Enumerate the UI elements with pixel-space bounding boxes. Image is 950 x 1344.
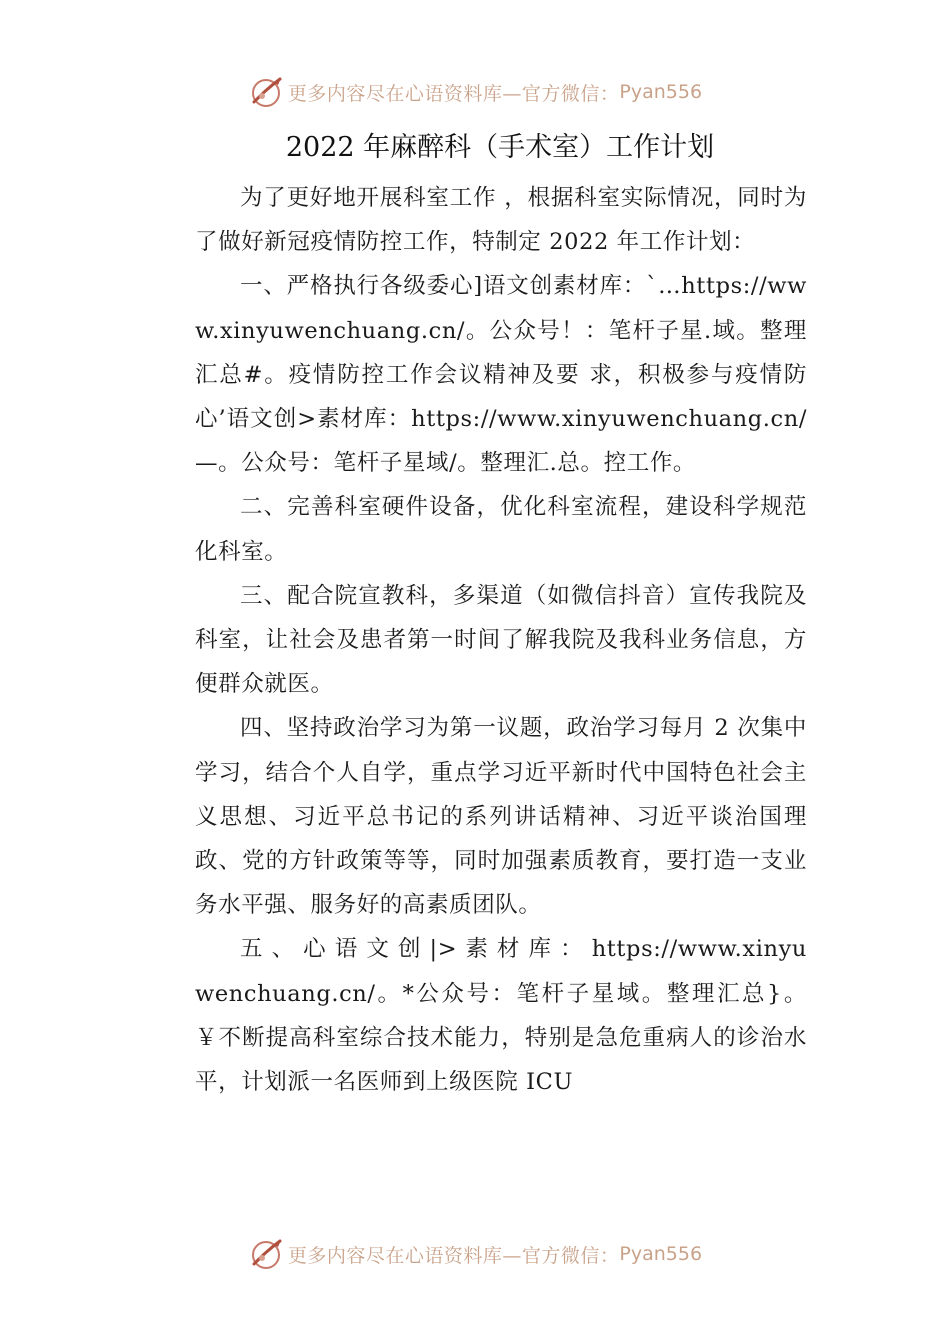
paragraph-item-4: 四、坚持政治学习为第一议题，政治学习每月 2 次集中学习，结合个人自学，重点学习近平新时代中国特色社会主义思想、习近平总书记的系列讲话精神、习近平谈治国理政、党的方针政策等等，同时加强素质教育，要打造一支业务水平强、服务好的高素质团队。 bbox=[195, 715, 807, 919]
paragraph-intro: 为了更好地开展科室工作 ，根据科室实际情况，同时为了做好新冠疫情防控工作，特制定 2022 年工作计划： bbox=[195, 185, 807, 256]
brand-logo-icon bbox=[248, 74, 284, 110]
promo-text: 更多内容尽在心语资料库—官方微信： bbox=[287, 82, 620, 105]
paragraph-item-2: 二、完善科室硬件设备，优化科室流程，建设科学规范化科室。 bbox=[195, 494, 807, 565]
watermark-banner-top bbox=[0, 70, 950, 114]
wechat-id: Pyan556 bbox=[619, 1243, 703, 1265]
document-title: 2022 年麻醉科（手术室）工作计划 bbox=[285, 132, 715, 163]
paragraph-item-5: 五 、 心 语 文 创 |> 素 材 库 ： https://www.xinyuwenchuang.cn/。*公众号：笔杆子星域。整理汇总}。￥不断提高科室综合技术能力，特别是急危重病人的诊治水平，计划派一名医师到上级医院 ICU bbox=[195, 936, 807, 1096]
wechat-id: Pyan556 bbox=[619, 81, 703, 103]
paragraph-item-1: 一、严格执行各级委心]语文创素材库：`…https://www.xinyuwenchuang.cn/。公众号！：笔杆子星.域。整理汇总#。疫情防控工作会议精神及要 求，积极参与疫情防心’语文创>素材库：https://www.xinyuwenchuang.cn/—。公众号：笔杆子星域/。整理汇.总。控工作。 bbox=[195, 273, 807, 477]
brand-logo-icon bbox=[248, 1236, 284, 1272]
paragraph-item-3: 三、配合院宣教科，多渠道（如微信抖音）宣传我院及科室，让社会及患者第一时间了解我院及我科业务信息，方便群众就医。 bbox=[195, 582, 807, 698]
watermark-banner-bottom bbox=[0, 1232, 950, 1276]
promo-text: 更多内容尽在心语资料库—官方微信： bbox=[287, 1244, 620, 1267]
document-body bbox=[195, 176, 807, 1104]
